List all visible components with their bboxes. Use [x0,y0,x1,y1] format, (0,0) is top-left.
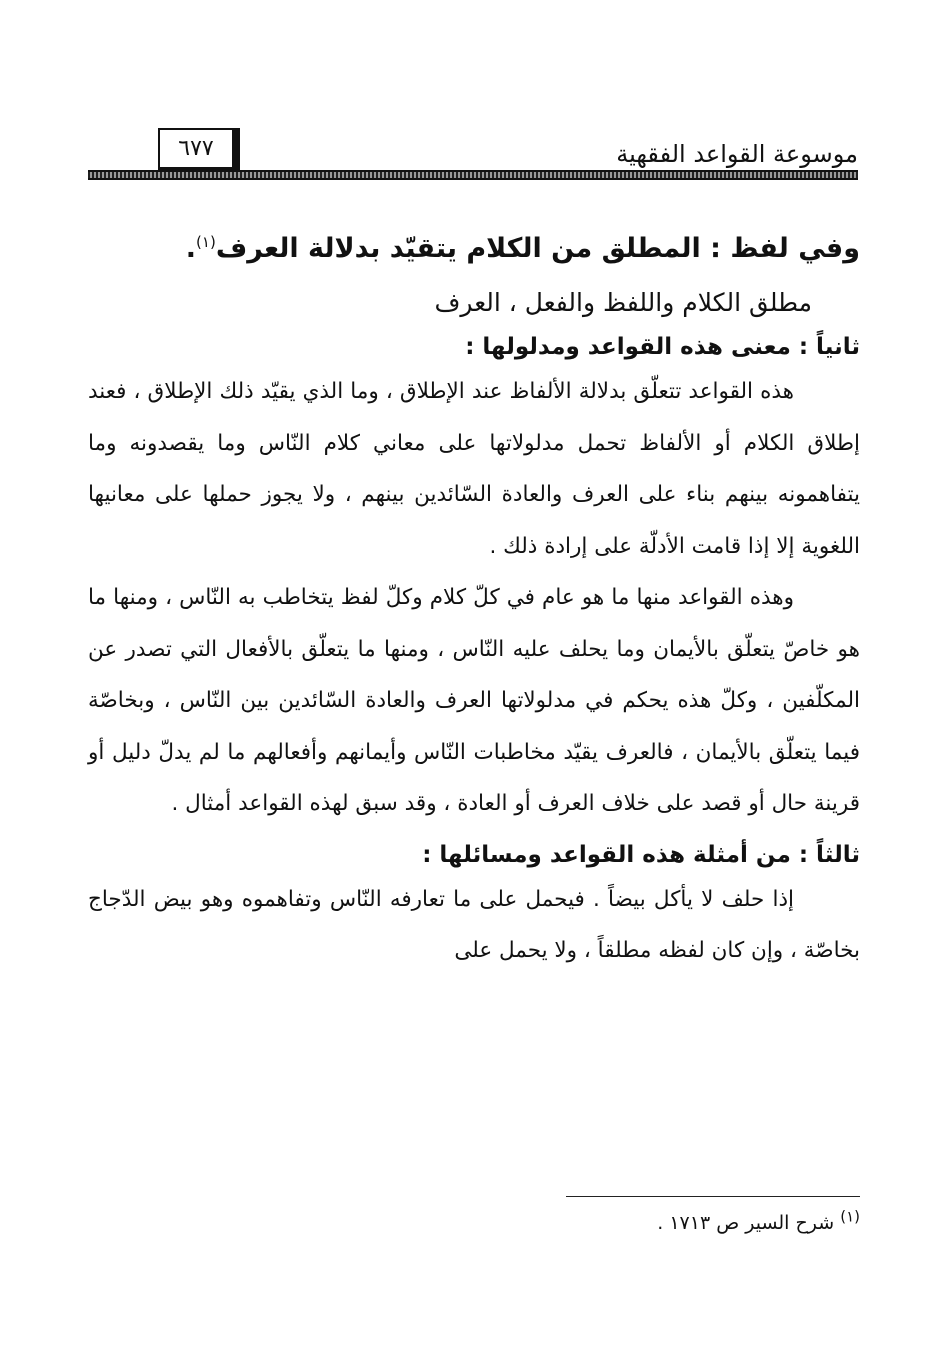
rule-title [88,226,860,272]
footnote-divider [566,1196,860,1197]
footnote [657,1207,860,1234]
section-heading-examples: ثالثاً : من أمثلة هذه القواعد ومسائلها : [422,841,860,868]
header-divider [88,170,858,180]
keywords-line: مطلق الكلام واللفظ والفعل ، العرف [434,288,812,317]
footnote-text: شرح السير ص ١٧١٣ . [657,1212,835,1234]
page-header [88,128,858,184]
rule-title-text: وفي لفظ : المطلق من الكلام يتقيّد بدلالة العرف [215,233,860,264]
page-number: ٦٧٧ [158,128,240,170]
footnote-number: (١) [840,1207,860,1226]
rule-title-end: . [185,233,197,264]
section-heading-meaning: ثانياً : معنى هذه القواعد ومدلولها : [465,334,860,360]
running-title: موسوعة القواعد الفقهية [616,140,858,168]
footnote-marker[interactable]: (١) [196,233,216,251]
paragraph: إذا حلف لا يأكل بيضاً . فيحمل على ما تعارفه النّاس وتفاهموه وهو بيض الدّجاج بخاصّة ، وإن كان لفظه مطلقاً ، ولا يحمل على [88,886,860,963]
paragraph: وهذه القواعد منها ما هو عام في كلّ كلام وكلّ لفظ يتخاطب به النّاس ، ومنها ما هو خاصّ يتعلّق بالأيمان وما يحلف عليه النّاس ، ومنها ما يتعلّق بالأفعال التي تصدر عن المكلّفين ، وكلّ هذه يحكم في مدلولاتها العرف والعادة السّائدين بين النّاس ، وبخاصّة فيما يتعلّق بالأيمان ، فالعرف يقيّد مخاطبات النّاس وأيمانهم وأفعالهم ما لم يدلّ دليل أو قرينة حال أو قصد على خلاف العرف أو العادة ، وقد سبق لهذه القواعد أمثال . [88,585,860,816]
main-content [88,226,860,977]
paragraph: هذه القواعد تتعلّق بدلالة الألفاظ عند الإطلاق ، وما الذي يقيّد ذلك الإطلاق ، فعند إطلاق الكلام أو الألفاظ تحمل مدلولاتها على معاني كلام النّاس وما يقصدونه وما يتفاهمونه بينهم بناء على العرف والعادة السّائدين بينهم ، ولا يجوز حملها على معانيها اللغوية إلا إذا قامت الأدلّة على إرادة ذلك . [88,379,860,559]
